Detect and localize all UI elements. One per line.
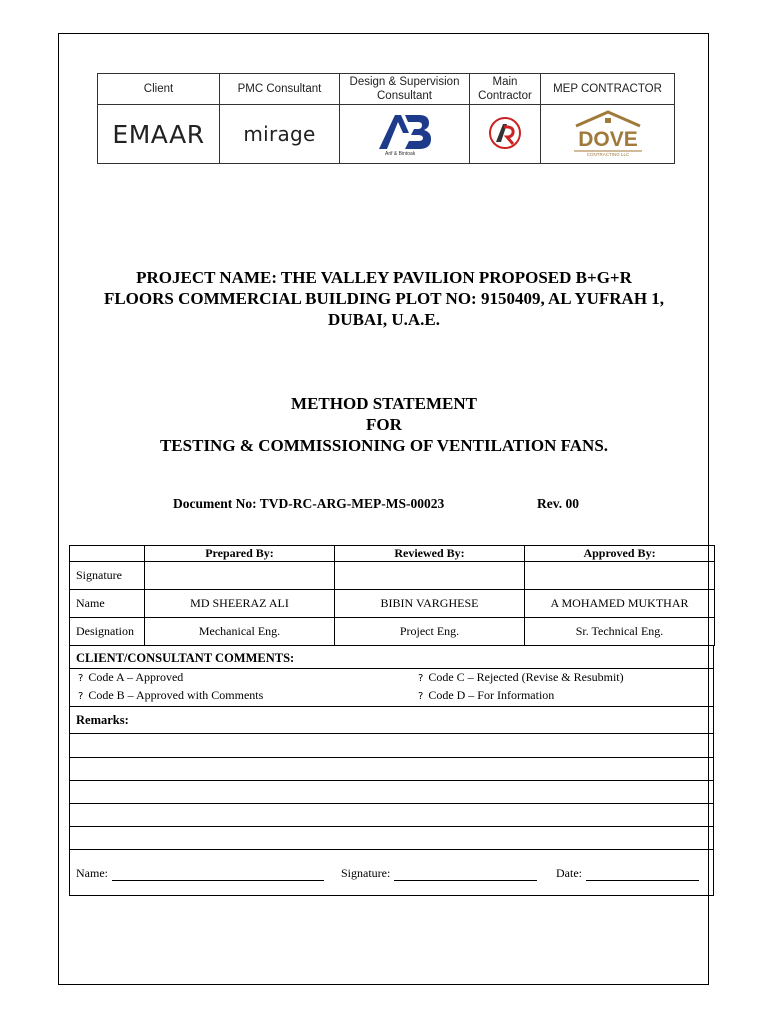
approved-designation-cell: Sr. Technical Eng. — [525, 618, 715, 646]
emaar-logo — [98, 105, 220, 164]
remarks-line — [70, 826, 713, 827]
approved-by-header: Approved By: — [525, 546, 715, 562]
prepared-name-cell: MD SHEERAZ ALI — [145, 590, 335, 618]
method-title-line-3: TESTING & COMMISSIONING OF VENTILATION FANS. — [159, 436, 609, 455]
arg-logo-icon — [487, 115, 523, 151]
ab-logo-icon — [375, 109, 435, 157]
code-c-option[interactable] — [418, 669, 624, 687]
code-b-label: Code B – Approved with Comments — [88, 688, 264, 702]
remarks-label: Remarks: — [76, 713, 129, 727]
project-title — [80, 267, 688, 330]
reviewed-designation-cell: Project Eng. — [335, 618, 525, 646]
dove-logo — [541, 105, 675, 164]
prepared-designation-cell: Mechanical Eng. — [145, 618, 335, 646]
client-consultant-comments-box — [69, 645, 714, 896]
mirage-logo — [220, 105, 340, 164]
revision-number: Rev. 00 — [537, 496, 579, 511]
arg-logo — [470, 105, 541, 164]
code-d-option[interactable] — [418, 687, 554, 705]
dove-logo-text: DOVE — [577, 127, 638, 151]
footer-date-field[interactable] — [556, 866, 699, 881]
checkbox-icon: ? — [418, 673, 424, 684]
arif-bintoak-logo — [340, 105, 470, 164]
checkbox-icon: ? — [418, 691, 424, 702]
stakeholder-logo-table — [97, 73, 675, 164]
approval-signature-table — [69, 545, 715, 646]
signature-input-line[interactable] — [394, 868, 537, 881]
project-title-line-1: PROJECT NAME: THE VALLEY PAVILION PROPOSED B+G+R — [136, 268, 632, 287]
table-row — [70, 590, 715, 618]
project-title-line-2: FLOORS COMMERCIAL BUILDING PLOT NO: 9150409, AL YUFRAH 1, — [103, 289, 665, 308]
table-row — [70, 618, 715, 646]
project-title-line-3: DUBAI, U.A.E. — [328, 310, 440, 329]
reviewed-signature-cell — [335, 562, 525, 590]
remarks-line — [70, 803, 713, 804]
prepared-by-header: Prepared By: — [145, 546, 335, 562]
remarks-line — [70, 757, 713, 758]
document-number: Document No: TVD-RC-ARG-MEP-MS-00023 — [173, 496, 445, 511]
code-c-label: Code C – Rejected (Revise & Resubmit) — [428, 670, 624, 684]
row-label: Name — [70, 590, 145, 618]
code-b-option[interactable] — [78, 687, 263, 705]
footer-signature-field[interactable] — [341, 866, 537, 881]
comments-title: CLIENT/CONSULTANT COMMENTS: — [76, 651, 295, 665]
reviewed-by-header: Reviewed By: — [335, 546, 525, 562]
checkbox-icon: ? — [78, 691, 84, 702]
ab-logo-caption: Arif & Bintoak — [384, 150, 415, 157]
approved-name-cell: A MOHAMED MUKTHAR — [525, 590, 715, 618]
reviewed-name-cell: BIBIN VARGHESE — [335, 590, 525, 618]
approved-signature-cell — [525, 562, 715, 590]
prepared-signature-cell — [145, 562, 335, 590]
dove-logo-icon — [566, 108, 650, 158]
main-contractor-header: Main Contractor — [470, 74, 541, 105]
blank-header-cell — [70, 546, 145, 562]
name-input-line[interactable] — [112, 868, 324, 881]
divider — [70, 706, 713, 707]
footer-name-field[interactable] — [76, 866, 324, 881]
table-header-row — [70, 546, 715, 562]
mirage-logo-text: mirage — [243, 122, 316, 146]
code-d-label: Code D – For Information — [428, 688, 555, 702]
code-a-option[interactable] — [78, 669, 183, 687]
checkbox-icon: ? — [78, 673, 84, 684]
mep-contractor-header: MEP CONTRACTOR — [541, 74, 675, 105]
design-consultant-header: Design & Supervision Consultant — [340, 74, 470, 105]
footer-date-label: Date: — [556, 866, 582, 880]
emaar-logo-text: EMAAR — [112, 119, 205, 149]
dove-logo-subtext: CONTRACTING LLC — [586, 151, 629, 157]
method-title-line-2: FOR — [366, 415, 402, 434]
footer-name-label: Name: — [76, 866, 108, 880]
remarks-line — [70, 733, 713, 734]
date-input-line[interactable] — [586, 868, 699, 881]
table-row — [70, 562, 715, 590]
method-statement-title — [80, 393, 688, 456]
remarks-line — [70, 780, 713, 781]
row-label: Signature — [70, 562, 145, 590]
pmc-header: PMC Consultant — [220, 74, 340, 105]
footer-signature-label: Signature: — [341, 866, 391, 880]
method-title-line-1: METHOD STATEMENT — [291, 394, 477, 413]
row-label: Designation — [70, 618, 145, 646]
remarks-line — [70, 849, 713, 850]
code-a-label: Code A – Approved — [88, 670, 184, 684]
client-header: Client — [98, 74, 220, 105]
